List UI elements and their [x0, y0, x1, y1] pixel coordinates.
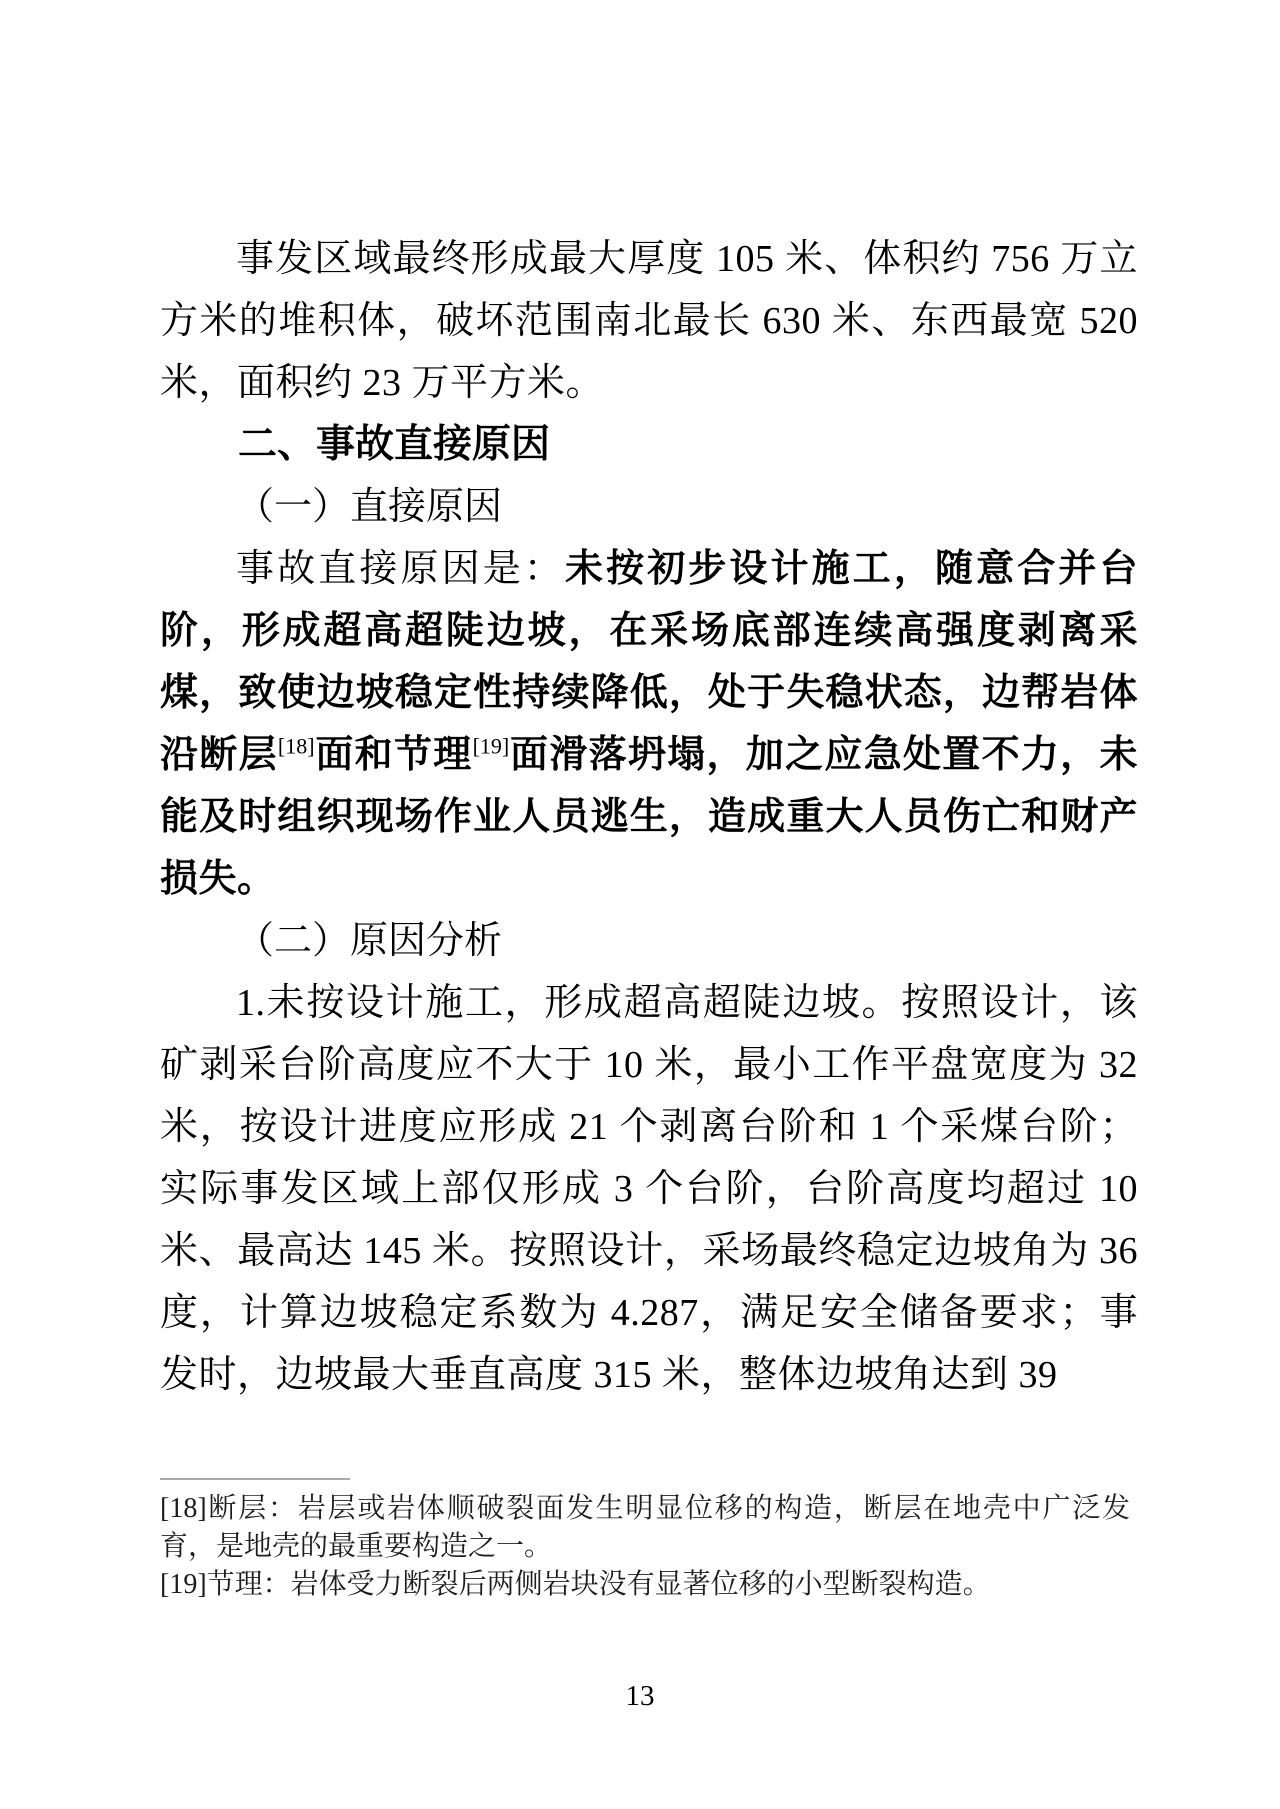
footnote-ref-19: [19]	[472, 733, 510, 759]
subsection-heading-direct-cause: （一）直接原因	[236, 486, 503, 528]
footnote-19: [19]节理：岩体受力断裂后两侧岩块没有显著位移的小型断裂构造。	[160, 1569, 991, 1600]
direct-cause-paragraph	[160, 538, 1138, 910]
page-body	[160, 228, 1138, 1406]
direct-cause-lead: 事故直接原因是：	[236, 548, 565, 590]
page-number: 13	[625, 1680, 655, 1712]
intro-paragraph: 事发区域最终形成最大厚度 105 米、体积约 756 万立方米的堆积体，破坏范围南北最长 630 米、东西最宽 520 米，面积约 23 万平方米。	[160, 238, 1138, 404]
direct-cause-bold-text-3: 面滑落坍塌，加之应急处置不力，未能及时组织现场作业人员逃生，造成重大人员伤亡和财产损失。	[160, 734, 1138, 900]
footnote-18: [18]断层：岩层或岩体顺破裂面发生明显位移的构造，断层在地壳中广泛发育，是地壳的最重要构造之一。	[160, 1493, 1130, 1562]
direct-cause-bold-text-1: 未按初步设计施工，随意合并台阶，形成超高超陡边坡，在采场底部连续高强度剥离采煤，致使边坡稳定性持续降低，处于失稳状态，边帮岩体沿断层	[160, 548, 1138, 776]
analysis-paragraph: 1.未按设计施工，形成超高超陡边坡。按照设计，该矿剥采台阶高度应不大于 10 米，最小工作平盘宽度为 32 米，按设计进度应形成 21 个剥离台阶和 1 个采煤台阶；实际事发区域上部仅形成 3 个台阶，台阶高度均超过 10 米、最高达 145 米。按照设计，采场最终稳定边坡角为 36 度，计算边坡稳定系数为 4.287，满足安全储备要求；事发时，边坡最大垂直高度 315 米，整体边坡角达到 39	[160, 982, 1138, 1396]
footnote-separator	[160, 1478, 350, 1480]
subsection-heading-cause-analysis: （二）原因分析	[236, 920, 503, 962]
footnote-section	[160, 1478, 1130, 1604]
section-heading-direct-cause: 二、事故直接原因	[238, 423, 551, 466]
footnote-ref-18: [18]	[277, 733, 315, 759]
direct-cause-bold-text-2: 面和节理	[314, 734, 473, 776]
